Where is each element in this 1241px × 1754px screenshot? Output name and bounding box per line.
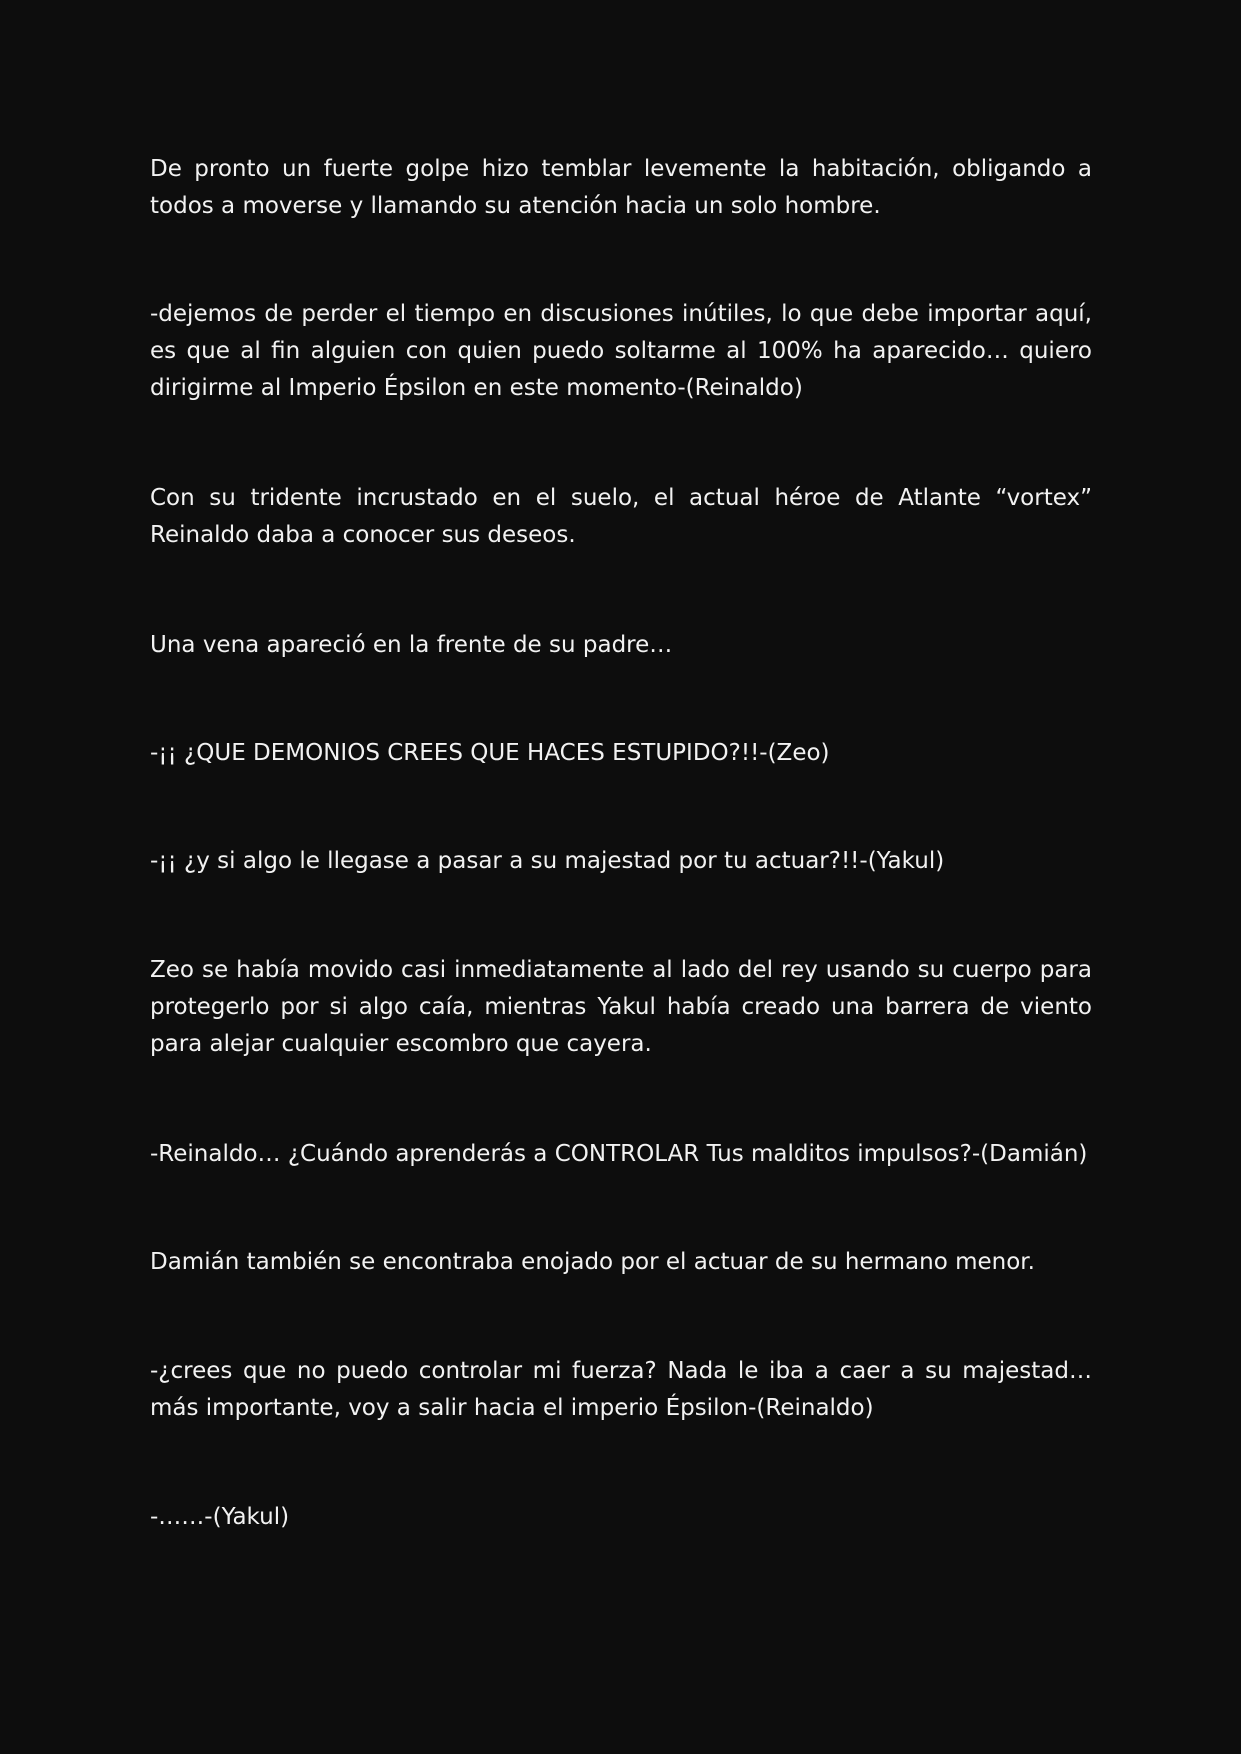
paragraph-dialogue-yakul-2: -……-(Yakul) [150, 1504, 290, 1530]
paragraph-dialogue-zeo: -¡¡ ¿QUE DEMONIOS CREES QUE HACES ESTUPIDO?!!-(Zeo) [150, 740, 830, 766]
paragraph-narration-5: Damián también se encontraba enojado por el actuar de su hermano menor. [150, 1249, 1035, 1275]
paragraph-dialogue-reinaldo-2: -¿crees que no puedo controlar mi fuerza? Nada le iba a caer a su majestad… más importante, voy a salir hacia el imperio Épsilon-(Reinaldo) [150, 1358, 1092, 1421]
paragraph-dialogue-reinaldo-1: -dejemos de perder el tiempo en discusiones inútiles, lo que debe importar aquí, es que al fin alguien con quien puedo soltarme al 100% ha aparecido… quiero dirigirme al Imperio Épsilon en este momento-(Reinaldo) [150, 301, 1092, 401]
paragraph-narration-2: Con su tridente incrustado en el suelo, el actual héroe de Atlante “vortex” Reinaldo daba a conocer sus deseos. [150, 485, 1092, 548]
paragraph-dialogue-damian: -Reinaldo… ¿Cuándo aprenderás a CONTROLAR Tus malditos impulsos?-(Damián) [150, 1141, 1088, 1167]
paragraph-narration-3: Una vena apareció en la frente de su padre… [150, 632, 673, 658]
paragraph-narration-4: Zeo se había movido casi inmediatamente al lado del rey usando su cuerpo para protegerlo por si algo caía, mientras Yakul había creado una barrera de viento para alejar cualquier escombro que cayera. [150, 957, 1092, 1057]
paragraph-dialogue-yakul-1: -¡¡ ¿y si algo le llegase a pasar a su majestad por tu actuar?!!-(Yakul) [150, 848, 945, 874]
paragraph-narration-1: De pronto un fuerte golpe hizo temblar levemente la habitación, obligando a todos a moverse y llamando su atención hacia un solo hombre. [150, 156, 1092, 219]
